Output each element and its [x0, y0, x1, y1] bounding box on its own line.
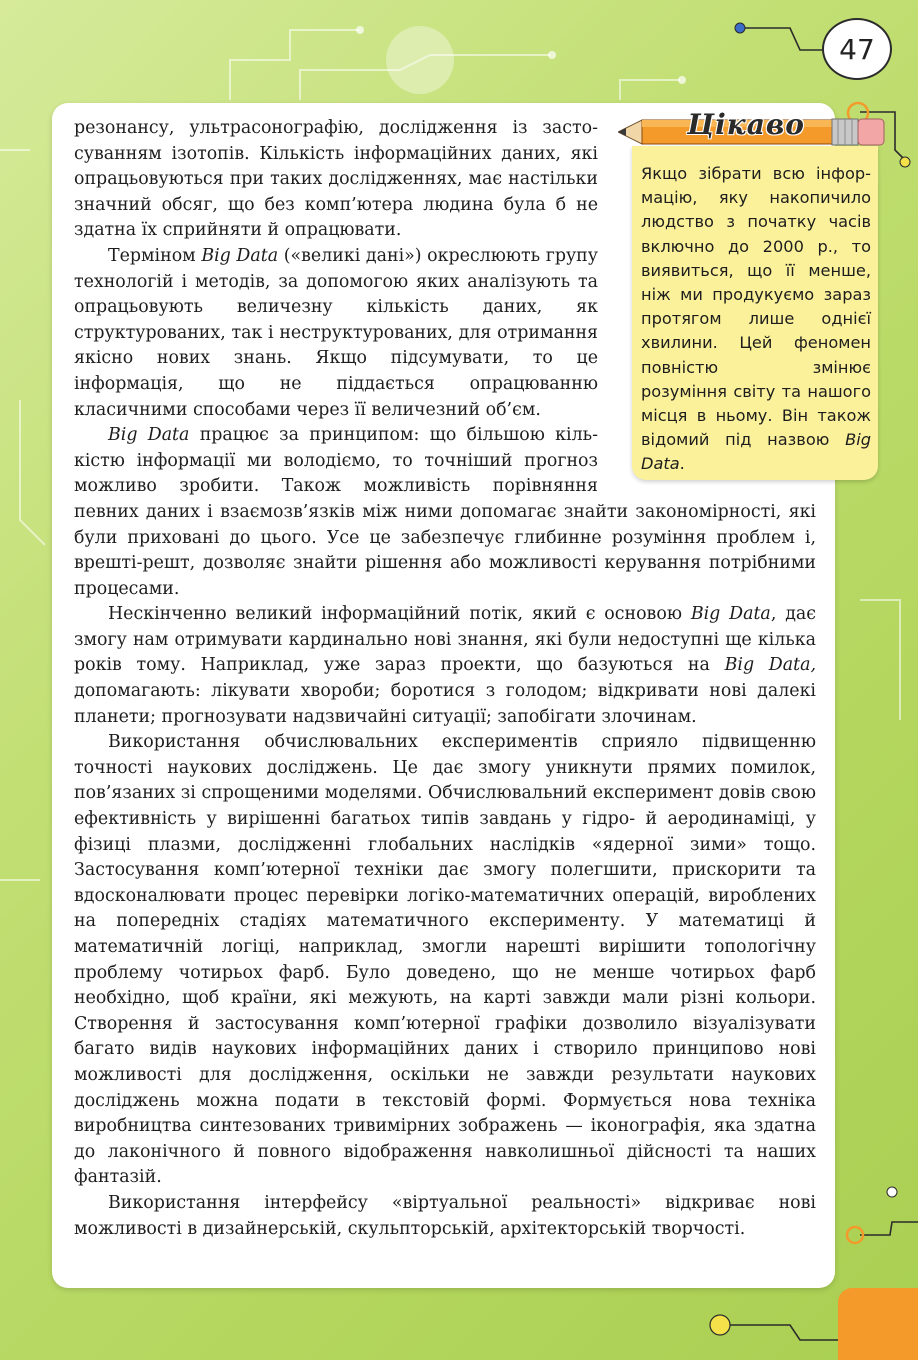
paragraph-6: Використання інтерфейсу «віртуальної реальності» відкриває нові можливості в дизайнерській, скульпторській, архітекторській творчості. — [74, 1192, 816, 1239]
sidebar-note-text: Якщо зібрати всю інформацію, яку накопичило людство з початку часів включно до 2000 р., то виявиться, що її менше, ніж ми продукуємо зараз протягом лише однієї хвилини. Цей феномен повністю змінює розуміння світу та нашого місця в ньому. Він також відомий під назвою Big Data. — [641, 164, 871, 474]
page-number: 47 — [822, 18, 892, 80]
note-space — [598, 116, 816, 484]
paragraph-4: Нескінченно великий інформаційний потік, який є основою Big Data, дає змогу нам отримувати кардинально нові знання, які були недоступні ще кілька років тому. Наприклад, уже зараз проекти, що базуються на Big Data, допомагають: лікувати хвороби; боротися з голодом; відкривати нові далекі планети; прогнозувати надзвичайні ситуації; запобігати злочинам. — [74, 604, 817, 727]
sidebar-note-title: Цікаво — [687, 108, 805, 141]
paragraph-2: Терміном Big Data («великі дані») окреслюють групу технологій і методів, за допомогою яких аналізують та опрацьовують величезну кількість даних, як структурованих, так і неструктурованих, для отримання якісно нових знань. Якщо підсумувати, то це інформація, що не піддається опрацюванню класичними способами через її величезний об’єм. — [74, 245, 599, 420]
paragraph-1: резонансу, ультрасонографію, дослідження із застосуванням ізотопів. Кількість інформаційних даних, які опрацьовуються при таких дослідженнях, має настільки значний обсяг, що без комп’ютера людина була б не здатна їх сприйняти й опрацювати. — [74, 118, 598, 241]
corner-tab — [838, 1288, 918, 1360]
main-text — [74, 116, 816, 1242]
paragraph-5: Використання обчислювальних експериментів сприяло підвищенню точності наукових досліджень. Це дає змогу уникнути прямих помилок, пов’язаних зі спрощеними моделями. Обчислювальний експеримент довів свою ефективність у вирішенні багатьох типів завдань у гідро- й аеродинаміці, у фізиці плазми, дослідженні глобальних наслідків «ядерної зими» тощо. Застосування комп’ютерної техніки дає змогу полегшити, прискорити та вдосконалювати процес перевірки логіко-математичних операцій, вироблених на попередніх стадіях математичного експерименту. У математиці й математичній логіці, наприклад, змогли нарешті вирішити топологічну проблему чотирьох фарб. Було доведено, що не менше чотирьох фарб необхідно, щоб країни, які межують, на карті завжди мали різні кольори. Створення й застосування комп’ютерної графіки дозволило візуалізувати багато видів наукових інформаційних даних і створило принципово нові можливості для дослідження, оскільки не завжди результати наукових досліджень можна подати в текстовій формі. Формується нова техніка виробництва синтезованих тривимірних зображень — іконографія, яка здатна до лаконічного й повного відображення навколишньої дійсності та наших фантазій. — [74, 732, 816, 1188]
paragraph-3: Big Data працює за принципом: що більшою кількістю інформації ми володіємо, то точніший прогноз можливо зробити. Також можливість порівняння певних даних і взаємозв’язків між ними допомагає знайти закономірності, які були приховані до цього. Усе це забезпечує глибинне розуміння проблем і, врешті-решт, дозволяє знайти рішення або можливості керування потрібними процесами. — [74, 425, 816, 599]
